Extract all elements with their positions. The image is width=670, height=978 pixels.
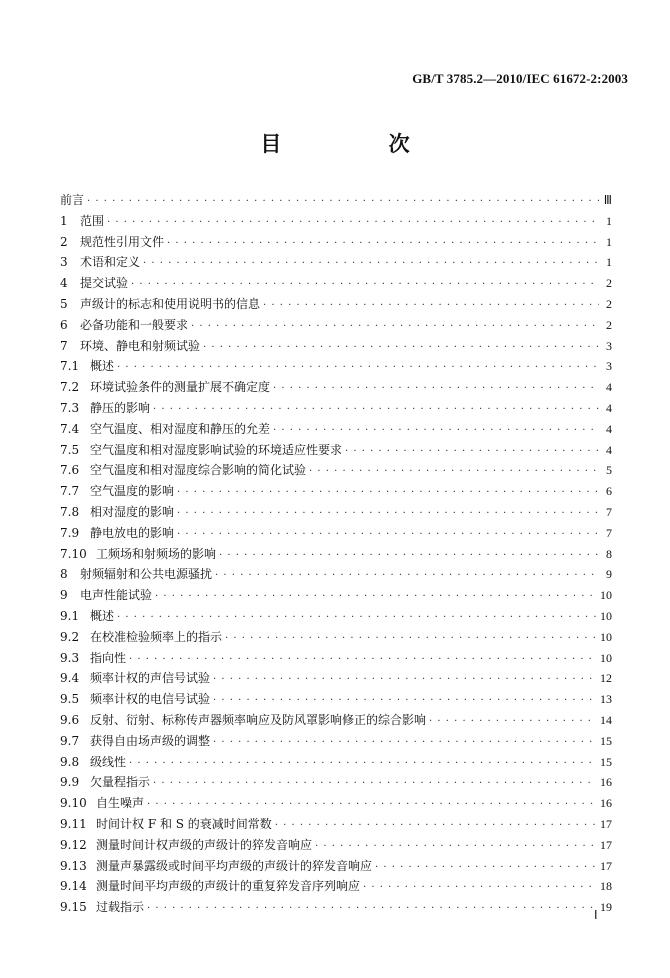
toc-dot-leader: [129, 754, 597, 775]
toc-entry[interactable]: [60, 897, 612, 918]
toc-entry-page: 10: [600, 588, 612, 603]
toc-entry-number: 8: [60, 567, 68, 582]
toc-entry-title: 过载指示: [96, 900, 145, 915]
toc-entry-page: 19: [600, 900, 612, 915]
toc-entry-number: 9.3: [60, 650, 80, 665]
toc-entry[interactable]: [60, 752, 612, 773]
toc-entry-number: 9.2: [60, 629, 80, 644]
toc-dot-leader: [429, 712, 597, 733]
toc-entry[interactable]: [60, 627, 612, 648]
toc-dot-leader: [225, 629, 597, 650]
toc-entry-number: 9.9: [60, 775, 80, 790]
toc-dot-leader: [273, 379, 599, 400]
toc-entry-number: 9.14: [60, 879, 87, 894]
toc-dot-leader: [177, 525, 599, 546]
toc-entry[interactable]: [60, 689, 612, 710]
toc-entry-page: 17: [600, 858, 612, 873]
toc-entry-page: 10: [600, 629, 612, 644]
toc-entry-number: 7.8: [60, 504, 80, 519]
toc-entry-page: 4: [606, 380, 612, 395]
toc-entry-number: 9.10: [60, 796, 87, 811]
toc-entry-number: 7.5: [60, 442, 80, 457]
toc-entry-title: 工频场和射频场的影响: [96, 546, 217, 561]
toc-entry-page: 1: [606, 255, 612, 270]
toc-entry-title: 空气温度的影响: [90, 484, 175, 499]
toc-entry-page: 10: [600, 608, 612, 623]
toc-entry-title: 声级计的标志和使用说明书的信息: [80, 296, 261, 311]
toc-entry[interactable]: [60, 315, 612, 336]
toc-entry-number: 9.15: [60, 900, 87, 915]
toc-entry-page: 6: [606, 484, 612, 499]
toc-entry[interactable]: [60, 377, 612, 398]
toc-entry-title: 时间计权 F 和 S 的衰减时间常数: [96, 816, 272, 831]
toc-dot-leader: [87, 192, 599, 213]
toc-entry[interactable]: [60, 856, 612, 877]
toc-entry-title: 必备功能和一般要求: [80, 317, 189, 332]
toc-dot-leader: [263, 296, 599, 317]
toc-entry[interactable]: [60, 793, 612, 814]
toc-entry-number: 9.1: [60, 608, 80, 623]
toc-entry[interactable]: [60, 398, 612, 419]
toc-entry-page: 17: [600, 816, 612, 831]
toc-entry-title: 相对湿度的影响: [90, 504, 175, 519]
toc-entry-number: 7.9: [60, 525, 80, 540]
toc-entry[interactable]: [60, 502, 612, 523]
toc-dot-leader: [167, 234, 599, 255]
toc-entry-page: 14: [600, 712, 612, 727]
toc-dot-leader: [273, 421, 599, 442]
toc-entry-title: 空气温度和相对湿度综合影响的简化试验: [90, 463, 307, 478]
toc-entry-number: 7.4: [60, 421, 80, 436]
toc-entry-title: 反射、衍射、标称传声器频率响应及防风罩影响修正的综合影响: [90, 712, 427, 727]
toc-entry-title: 术语和定义: [80, 255, 141, 270]
toc-entry-page: 4: [606, 421, 612, 436]
toc-entry[interactable]: [60, 544, 612, 565]
toc-dot-leader: [215, 566, 599, 587]
toc-entry-page: 7: [606, 525, 612, 540]
toc-entry-number: 7.6: [60, 463, 80, 478]
toc-entry-title: 空气温度、相对湿度和静压的允差: [90, 421, 271, 436]
toc-entry-title: 欠量程指示: [90, 775, 151, 790]
toc-entry[interactable]: [60, 606, 612, 627]
toc-dot-leader: [363, 878, 597, 899]
toc-entry[interactable]: [60, 564, 612, 585]
toc-entry[interactable]: [60, 835, 612, 856]
toc-dot-leader: [153, 400, 599, 421]
toc-entry-number: 3: [60, 255, 68, 270]
toc-entry[interactable]: [60, 731, 612, 752]
toc-entry-page: 8: [606, 546, 612, 561]
toc-dot-leader: [375, 858, 597, 879]
toc-entry-page: 9: [606, 567, 612, 582]
toc-entry-title: 在校准检验频率上的指示: [90, 629, 223, 644]
toc-entry[interactable]: [60, 336, 612, 357]
toc-entry-page: 2: [606, 296, 612, 311]
toc-entry-page: 3: [606, 359, 612, 374]
toc-dot-leader: [117, 608, 597, 629]
toc-entry-page: 5: [606, 463, 612, 478]
toc-entry-title: 概述: [90, 359, 115, 374]
toc-entry[interactable]: [60, 876, 612, 897]
toc-entry-title: 电声性能试验: [80, 588, 153, 603]
toc-dot-leader: [213, 733, 597, 754]
toc-entry-title: 获得自由场声级的调整: [90, 733, 211, 748]
toc-entry-number: 9.13: [60, 858, 87, 873]
toc-dot-leader: [107, 213, 599, 234]
toc-entry-number: 7: [60, 338, 68, 353]
toc-entry-page: 16: [600, 796, 612, 811]
toc-dot-leader: [213, 670, 597, 691]
toc-entry[interactable]: [60, 294, 612, 315]
toc-dot-leader: [203, 338, 599, 359]
toc-dot-leader: [143, 254, 599, 275]
toc-dot-leader: [177, 483, 599, 504]
toc-entry[interactable]: [60, 772, 612, 793]
toc-entry-title: 测量时间计权声级的声级计的猝发音响应: [96, 837, 313, 852]
toc-entry-page: 2: [606, 276, 612, 291]
toc-entry-page: 12: [600, 671, 612, 686]
toc-entry[interactable]: [60, 440, 612, 461]
toc-entry-number: 9.7: [60, 733, 80, 748]
toc-entry[interactable]: [60, 460, 612, 481]
table-of-contents: [60, 190, 612, 918]
toc-entry-title: 环境、静电和射频试验: [80, 338, 201, 353]
toc-entry-title: 规范性引用文件: [80, 234, 165, 249]
toc-entry-title: 静电放电的影响: [90, 525, 175, 540]
toc-entry-title: 测量时间平均声级的声级计的重复猝发音序列响应: [96, 879, 361, 894]
toc-entry[interactable]: [60, 252, 612, 273]
toc-dot-leader: [147, 795, 597, 816]
toc-entry[interactable]: [60, 710, 612, 731]
toc-entry-page: 2: [606, 317, 612, 332]
toc-entry-page: 16: [600, 775, 612, 790]
toc-entry-page: 4: [606, 400, 612, 415]
toc-entry-title: 环境试验条件的测量扩展不确定度: [90, 380, 271, 395]
toc-entry-page: 18: [600, 879, 612, 894]
toc-entry[interactable]: [60, 273, 612, 294]
toc-entry-page: 10: [600, 650, 612, 665]
toc-entry-number: 5: [60, 296, 68, 311]
toc-entry-number: 9.6: [60, 712, 80, 727]
toc-entry-title: 提交试验: [80, 276, 129, 291]
toc-entry-page: 4: [606, 442, 612, 457]
toc-entry-number: 7.10: [60, 546, 87, 561]
toc-entry[interactable]: [60, 585, 612, 606]
toc-dot-leader: [177, 504, 599, 525]
toc-entry-page: 7: [606, 504, 612, 519]
toc-entry-page: Ⅲ: [603, 193, 612, 207]
toc-entry-number: 9: [60, 588, 68, 603]
toc-entry-page: 1: [606, 213, 612, 228]
toc-dot-leader: [131, 275, 599, 296]
toc-entry-number: 7.7: [60, 484, 80, 499]
toc-entry[interactable]: [60, 523, 612, 544]
toc-entry-title: 范围: [80, 213, 105, 228]
toc-entry-title: 级线性: [90, 754, 127, 769]
page-title: 目 次: [260, 131, 460, 156]
toc-dot-leader: [129, 650, 597, 671]
toc-entry-number: 9.11: [60, 816, 87, 831]
toc-entry[interactable]: [60, 356, 612, 377]
toc-dot-leader: [191, 317, 599, 338]
toc-dot-leader: [309, 462, 599, 483]
toc-entry[interactable]: [60, 648, 612, 669]
toc-entry[interactable]: [60, 481, 612, 502]
toc-entry-title: 频率计权的电信号试验: [90, 692, 211, 707]
toc-entry-number: 9.8: [60, 754, 80, 769]
page-number: Ⅰ: [594, 908, 598, 922]
toc-dot-leader: [153, 774, 597, 795]
toc-entry-number: 9.12: [60, 837, 87, 852]
toc-entry-title: 频率计权的声信号试验: [90, 671, 211, 686]
toc-entry-title: 概述: [90, 608, 115, 623]
toc-entry-number: 7.2: [60, 380, 80, 395]
toc-entry-number: 4: [60, 276, 68, 291]
toc-entry-number: 6: [60, 317, 68, 332]
toc-entry-title: 指向性: [90, 650, 127, 665]
toc-entry-number: 9.4: [60, 671, 80, 686]
toc-entry[interactable]: [60, 814, 612, 835]
toc-entry-page: 1: [606, 234, 612, 249]
toc-entry-page: 17: [600, 837, 612, 852]
toc-entry-page: 13: [600, 692, 612, 707]
toc-dot-leader: [345, 442, 599, 463]
toc-dot-leader: [117, 358, 599, 379]
toc-entry-number: 2: [60, 234, 68, 249]
toc-entry-title: 静压的影响: [90, 400, 151, 415]
toc-entry-number: 7.3: [60, 400, 80, 415]
toc-dot-leader: [275, 816, 597, 837]
toc-dot-leader: [213, 691, 597, 712]
toc-entry[interactable]: [60, 668, 612, 689]
standard-number: GB/T 3785.2—2010/IEC 61672-2:2003: [412, 71, 628, 86]
toc-entry-page: 15: [600, 754, 612, 769]
toc-dot-leader: [315, 837, 597, 858]
toc-dot-leader: [155, 587, 597, 608]
toc-entry[interactable]: [60, 419, 612, 440]
toc-entry-title: 射频辐射和公共电源骚扰: [80, 567, 213, 582]
toc-entry-title: 自生噪声: [96, 796, 145, 811]
toc-entry-page: 3: [606, 338, 612, 353]
toc-entry-number: 7.1: [60, 359, 80, 374]
toc-entry[interactable]: [60, 232, 612, 253]
toc-entry-title: 测量声暴露级或时间平均声级的声级计的猝发音响应: [96, 858, 373, 873]
toc-entry-number: 1: [60, 213, 68, 228]
toc-entry[interactable]: [60, 211, 612, 232]
toc-entry-title: 前言: [60, 193, 85, 207]
toc-entry-title: 空气温度和相对湿度影响试验的环境适应性要求: [90, 442, 343, 457]
toc-dot-leader: [147, 899, 597, 920]
toc-dot-leader: [219, 546, 599, 567]
toc-entry-number: 9.5: [60, 692, 80, 707]
toc-entry[interactable]: [60, 190, 612, 211]
toc-entry-page: 15: [600, 733, 612, 748]
